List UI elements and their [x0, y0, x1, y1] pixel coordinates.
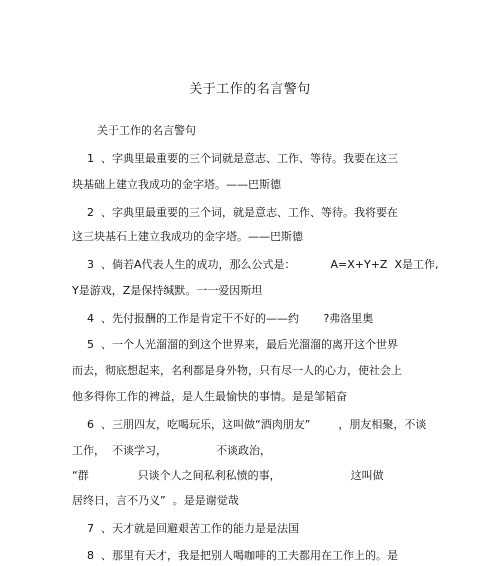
quote-1-line-1: 1 、字典里最重要的三个词就是意志、工作、等待。我要在这三 — [87, 152, 398, 165]
quote-3-line-2: Y是游戏，Z是保持缄默。一一爱因斯坦 — [72, 284, 263, 297]
quote-1-line-2: 块基础上建立我成功的金字塔。——巴斯德 — [72, 178, 281, 191]
quote-5-line-1: 5 、一个人光溜溜的到这个世界来，最后光溜溜的离开这个世界 — [87, 338, 398, 351]
quote-2-line-1: 2 、字典里最重要的三个词，就是意志、工作、等待。我将要在 — [87, 206, 398, 219]
quote-6-line-1: 6 、三朋四友，吃喝玩乐，这叫做“酒肉朋友” ，朋友相聚，不谈 — [87, 418, 427, 431]
document-title: 关于工作的名言警句 — [189, 82, 311, 97]
quote-5-line-2: 而去，彻底想起来，名利都是身外物，只有尽一人的心力，使社会上 — [72, 364, 402, 377]
quote-2-line-2: 这三块基石上建立我成功的金字塔。——巴斯德 — [72, 230, 303, 243]
quote-4-line-1: 4 、先付报酬的工作是肯定干不好的——约 ?弗洛里奥 — [87, 312, 374, 325]
quote-7-line-1: 7 、天才就是回避艰苦工作的能力是是法国 — [87, 522, 299, 535]
quote-6-line-2: 工作， 不谈学习， 不谈政治， — [72, 444, 271, 457]
quote-5-line-3: 他多得你工作的裨益，是人生最愉快的事情。是是邹韬奋 — [72, 390, 347, 403]
quote-8-line-1: 8 、那里有天才，我是把别人喝咖啡的工夫都用在工作上的。是 — [87, 549, 398, 562]
quote-3-line-1: 3 、倘若A代表人生的成功，那么公式是： A=X+Y+Z X是工作, — [87, 258, 439, 271]
document-subtitle: 关于工作的名言警句 — [97, 124, 196, 137]
quote-6-line-3: “群 只谈个人之间私利私愤的事， 这叫做 — [72, 469, 384, 482]
quote-6-line-4: 居终日，言不乃义” 。是是谢觉哉 — [72, 494, 239, 507]
